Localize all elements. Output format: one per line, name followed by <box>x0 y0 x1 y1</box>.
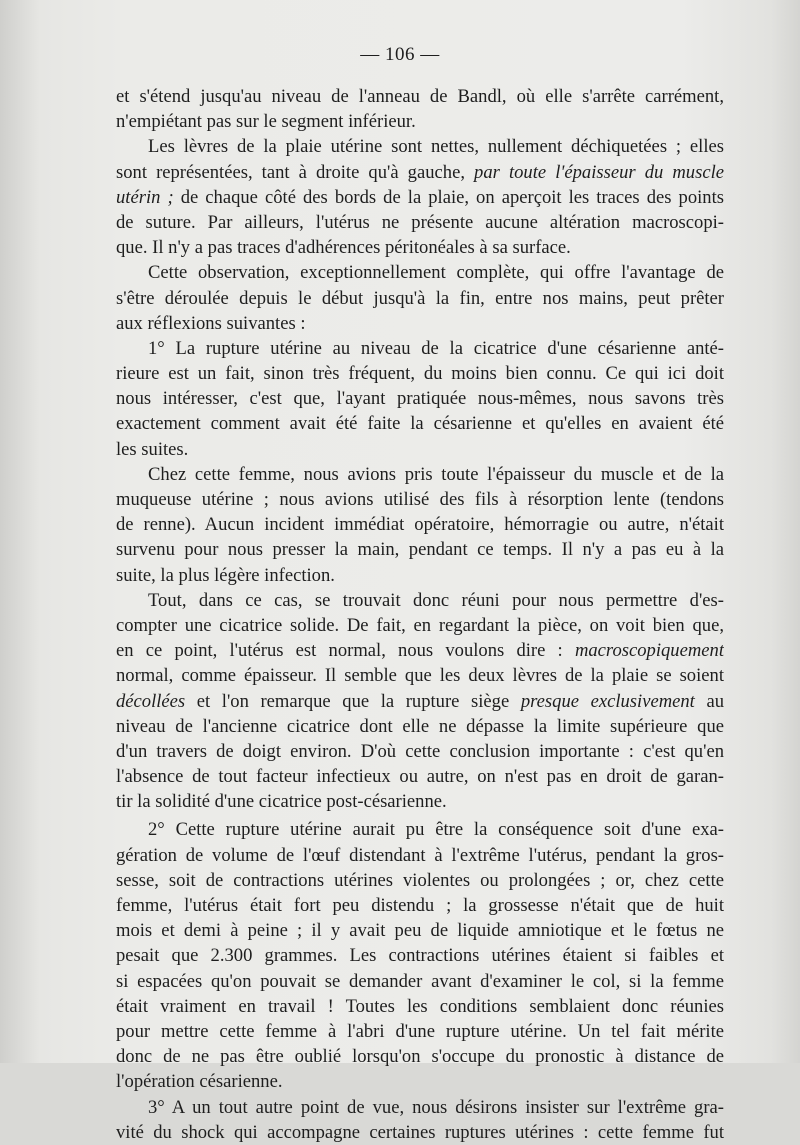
line-text: normal, comme épaisseur. Il semble que les deux lèvres de la plaie se soient <box>116 665 724 687</box>
line-text: 2° Cette rupture utérine aurait pu être la conséquence soit d'une exa- <box>148 819 724 841</box>
line-text: rieure est un fait, sinon très fréquent, du moins bien connu. Ce qui ici doit <box>116 363 724 385</box>
line-text: donc de ne pas être oublié lorsqu'on s'occupe du pronostic à distance de <box>116 1046 724 1068</box>
text-line <box>116 739 724 764</box>
line-text: muqueuse utérine ; nous avions utilisé des fils à résorption lente (tendons <box>116 489 724 510</box>
text-line <box>116 487 724 512</box>
line-text: niveau de l'ancienne cicatrice dont elle ne dépasse la limite supérieure que <box>116 715 724 737</box>
paragraph <box>116 1095 724 1145</box>
text-line <box>116 512 724 537</box>
text-line <box>116 437 724 462</box>
line-text: gération de volume de l'œuf distendant à l'extrême l'utérus, pendant la gros- <box>116 844 724 866</box>
text-line <box>116 336 724 361</box>
paragraph <box>116 588 724 815</box>
line-text: mois et demi à peine ; il y avait peu de liquide amniotique et le fœtus ne <box>116 920 724 942</box>
text-line <box>116 260 724 285</box>
paragraph <box>116 134 724 260</box>
page-number: — 106 — <box>360 44 440 65</box>
text-line <box>116 789 724 814</box>
text-line <box>116 764 724 789</box>
line-text: tir la solidité d'une cicatrice post-césarienne. <box>116 791 447 813</box>
text-line <box>116 361 724 386</box>
text-line <box>116 918 724 943</box>
text-line <box>116 311 724 336</box>
italic-text: macroscopiquement <box>574 640 724 662</box>
line-text: sesse, soit de contractions utérines violentes ou prolongées ; or, chez cette <box>116 869 724 891</box>
line-text: nous intéresser, c'est que, l'ayant pratiquée nous-mêmes, nous savons très <box>116 388 724 410</box>
line-text: Cette observation, exceptionnellement complète, qui offre l'avantage de <box>148 262 724 284</box>
line-text: au <box>694 690 724 712</box>
line-text: l'opération césarienne. <box>116 1071 283 1093</box>
text-line <box>116 817 724 842</box>
line-text: les suites. <box>116 438 189 460</box>
text-line <box>116 537 724 562</box>
line-text: femme, l'utérus était fort peu distendu ; la grossesse n'était que de huit <box>116 895 724 916</box>
text-line <box>116 1095 724 1120</box>
line-text: de renne). Aucun incident immédiat opératoire, hémorragie ou autre, n'était <box>116 514 724 536</box>
line-text: que. Il n'y a pas traces d'adhérences péritonéales à sa surface. <box>116 237 571 259</box>
line-text: en ce point, l'utérus est normal, nous voulons dire : <box>116 640 575 662</box>
line-text: Les lèvres de la plaie utérine sont nettes, nullement déchiquetées ; elles <box>148 136 724 158</box>
line-text: Chez cette femme, nous avions pris toute l'épaisseur du muscle et de la <box>148 463 724 485</box>
text-line <box>116 160 724 185</box>
text-line <box>116 868 724 893</box>
text-line <box>116 843 724 868</box>
text-line <box>116 1019 724 1044</box>
text-line <box>116 109 724 134</box>
line-text: était vraiment en travail ! Toutes les conditions semblaient donc réunies <box>116 995 724 1017</box>
italic-text: par toute l'épaisseur du muscle <box>474 161 724 183</box>
text-line <box>116 185 724 210</box>
line-text: 3° A un tout autre point de vue, nous désirons insister sur l'extrême gra- <box>148 1096 724 1118</box>
line-text: compter une cicatrice solide. De fait, en regardant la pièce, on voit bien que, <box>116 614 724 636</box>
line-text: 1° La rupture utérine au niveau de la cicatrice d'une césarienne anté- <box>148 337 724 359</box>
text-line <box>116 893 724 918</box>
italic-text: décollées <box>116 690 186 712</box>
text-line <box>116 588 724 613</box>
line-text: exactement comment avait été faite la césarienne et qu'elles en avaient été <box>116 413 724 435</box>
paragraph <box>116 260 724 336</box>
line-text: suite, la plus légère infection. <box>116 564 335 586</box>
line-text: d'un travers de doigt environ. D'où cette conclusion importante : c'est qu'en <box>116 740 724 762</box>
text-line <box>116 1069 724 1094</box>
text-line <box>116 563 724 588</box>
text-line <box>116 235 724 260</box>
text-line <box>116 210 724 235</box>
paragraph <box>116 462 724 588</box>
line-text: s'être déroulée depuis le début jusqu'à la fin, entre nos mains, peut prêter <box>116 287 724 309</box>
paragraph <box>116 817 724 1094</box>
line-text: sont représentées, tant à droite qu'à gauche, <box>116 161 475 183</box>
text-line <box>116 411 724 436</box>
line-text: survenu pour nous presser la main, pendant ce temps. Il n'y a pas eu à la <box>116 539 724 561</box>
text-line <box>116 462 724 487</box>
line-text: de suture. Par ailleurs, l'utérus ne présente aucune altération macroscopi- <box>116 211 724 233</box>
text-line <box>116 613 724 638</box>
text-line <box>116 1120 724 1145</box>
line-text: pesait que 2.300 grammes. Les contractions utérines étaient si faibles et <box>116 945 724 967</box>
line-text: vité du shock qui accompagne certaines ruptures utérines : cette femme fut <box>116 1121 724 1143</box>
paragraph <box>116 84 724 134</box>
line-text: aux réflexions suivantes : <box>116 312 306 334</box>
line-text: et l'on remarque que la rupture siège <box>185 690 521 712</box>
text-line <box>116 386 724 411</box>
text-line <box>116 84 724 109</box>
line-text: Tout, dans ce cas, se trouvait donc réuni pour nous permettre d'es- <box>148 589 724 611</box>
line-text: et s'étend jusqu'au niveau de l'anneau de Bandl, où elle s'arrête carrément, <box>116 86 724 107</box>
line-text: pour mettre cette femme à l'abri d'une rupture utérine. Un tel fait mérite <box>116 1020 724 1042</box>
paragraph <box>116 336 724 462</box>
line-text: l'absence de tout facteur infectieux ou autre, on n'est pas en droit de garan- <box>116 766 724 788</box>
text-line <box>116 994 724 1019</box>
text-line <box>116 1044 724 1069</box>
text-line <box>116 134 724 159</box>
text-line <box>116 663 724 688</box>
italic-text: utérin ; <box>116 186 174 208</box>
line-text: n'empiétant pas sur le segment inférieur. <box>116 111 416 133</box>
italic-text: presque exclusivement <box>520 690 695 712</box>
text-line <box>116 638 724 663</box>
text-line <box>116 689 724 714</box>
text-line <box>116 969 724 994</box>
text-line <box>116 286 724 311</box>
line-text: de chaque côté des bords de la plaie, on aperçoit les traces des points <box>173 186 724 208</box>
text-line <box>116 714 724 739</box>
body-text <box>116 84 724 1145</box>
line-text: si espacées qu'on pouvait se demander avant d'examiner le col, si la femme <box>116 970 724 992</box>
text-line <box>116 943 724 968</box>
